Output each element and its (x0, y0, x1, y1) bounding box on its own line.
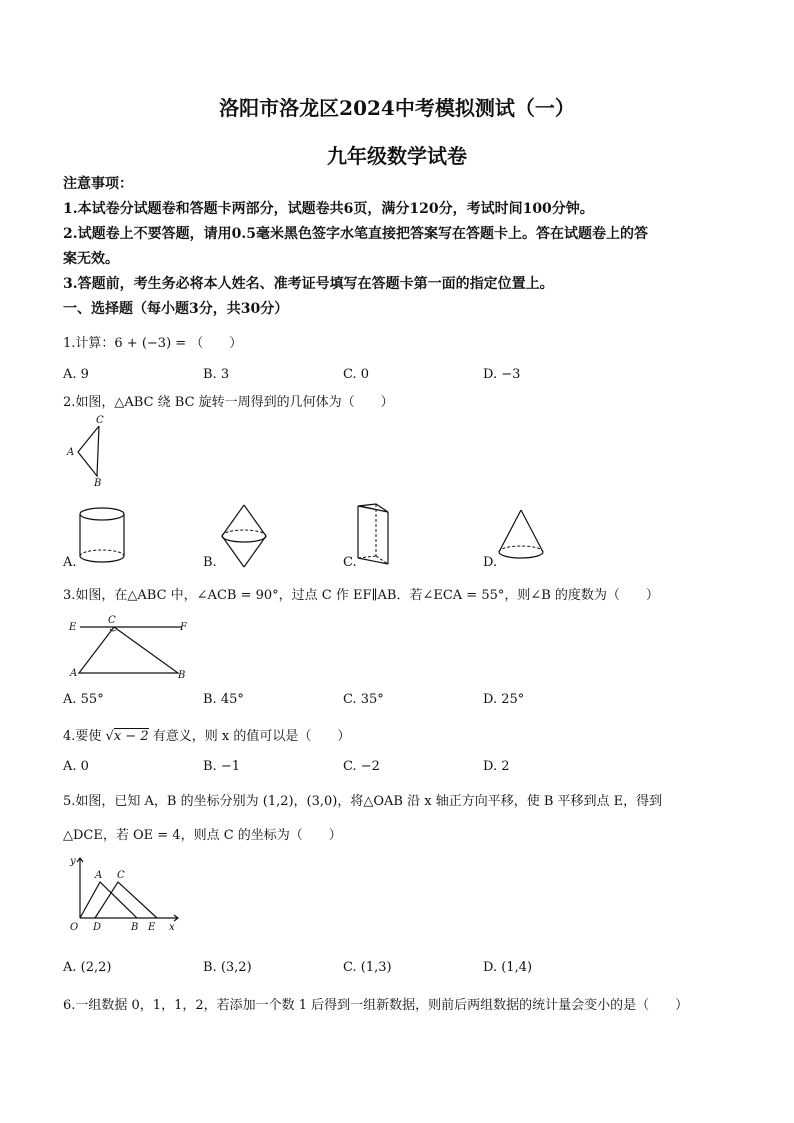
page-title: 洛阳市洛龙区2024中考模拟测试（一） (219, 96, 575, 120)
question-2-stem: 2.如图，△ABC 绕 BC 旋转一周得到的几何体为（ ） (63, 395, 394, 410)
question-1-option-a: A. 9 (63, 367, 89, 382)
label-b: B (178, 670, 186, 681)
label-c: C (96, 415, 104, 426)
question-5-stem-line-1: 5.如图，已知 A，B 的坐标分别为 (1,2)，(3,0)，将△OAB 沿 x 轴正方向平移，使 B 平移到点 E，得到 (63, 794, 663, 809)
label-b: B (131, 922, 139, 933)
question-5-option-c: C. (1,3) (343, 960, 392, 975)
question-3-stem: 3.如图，在△ABC 中，∠ACB = 90°，过点 C 作 EF∥AB．若∠ECA = 55°，则∠B 的度数为（ ） (63, 588, 659, 603)
question-3-figure (66, 613, 196, 685)
label-a: A (70, 668, 78, 679)
question-4-stem-suffix: 有意义，则 x 的值可以是（ ） (152, 729, 351, 744)
question-3-option-d: D. 25° (483, 692, 525, 707)
question-4-option-c: C. −2 (343, 759, 380, 774)
prism-figure (352, 502, 394, 566)
question-1-option-d: D. −3 (483, 367, 521, 382)
section-heading: 一、选择题（每小题3分，共30分） (63, 301, 289, 317)
question-4-option-b: B. −1 (203, 759, 240, 774)
question-2-option-d: D. (483, 555, 498, 570)
question-1-option-b: B. 3 (203, 367, 230, 382)
label-f: F (180, 622, 187, 633)
question-1-stem: 1.计算：6 + (−3) = （ ） (63, 336, 243, 351)
label-a: A (67, 447, 75, 458)
note-item-2-cont: 案无效。 (63, 251, 119, 267)
question-5-option-b: B. (3,2) (203, 960, 252, 975)
question-5-option-d: D. (1,4) (483, 960, 533, 975)
question-4-radicand: x − 2 (113, 729, 149, 744)
question-4-stem-prefix: 4.要使 (63, 729, 102, 744)
question-4-option-d: D. 2 (483, 759, 510, 774)
page-subtitle: 九年级数学试卷 (327, 144, 467, 168)
question-2-triangle-figure (62, 412, 112, 492)
label-y: y (70, 856, 76, 867)
question-3-option-a: A. 55° (63, 692, 104, 707)
question-2-option-c: C. (343, 555, 357, 570)
label-b: B (94, 478, 102, 489)
note-item-1: 1.本试卷分试题卷和答题卡两部分，试题卷共6页，满分120分，考试时间100分钟。 (63, 201, 594, 217)
question-1-option-c: C. 0 (343, 367, 370, 382)
question-5-stem-line-2: △DCE，若 OE = 4，则点 C 的坐标为（ ） (63, 828, 342, 843)
cylinder-figure (76, 505, 128, 567)
label-e: E (148, 922, 156, 933)
label-o: O (70, 922, 79, 933)
question-2-option-a: A. (63, 555, 77, 570)
question-6-stem: 6.一组数据 0，1，1，2，若添加一个数 1 后得到一组新数据，则前后两组数据的统计量会变小的是（ ） (63, 998, 689, 1013)
note-item-3: 3.答题前，考生务必将本人姓名、准考证号填写在答题卡第一面的指定位置上。 (63, 276, 554, 292)
question-4-stem (63, 725, 350, 744)
label-c: C (108, 615, 116, 626)
label-d: D (93, 922, 102, 933)
question-2-option-b: B. (203, 555, 217, 570)
label-c: C (117, 870, 125, 881)
question-3-option-b: B. 45° (203, 692, 244, 707)
label-a: A (95, 870, 103, 881)
label-x: x (169, 922, 175, 933)
sqrt-sign: √ (105, 729, 114, 744)
label-e: E (69, 622, 77, 633)
question-4-option-a: A. 0 (63, 759, 89, 774)
question-3-option-c: C. 35° (343, 692, 384, 707)
note-item-2: 2.试题卷上不要答题，请用0.5毫米黑色签字水笔直接把答案写在答题卡上。答在试题卷上的答 (63, 226, 648, 242)
question-5-coordinate-figure (62, 852, 188, 934)
question-5-option-a: A. (2,2) (63, 960, 112, 975)
double-cone-figure (218, 503, 270, 569)
notes-heading: 注意事项： (63, 176, 133, 192)
cone-figure (495, 508, 547, 564)
